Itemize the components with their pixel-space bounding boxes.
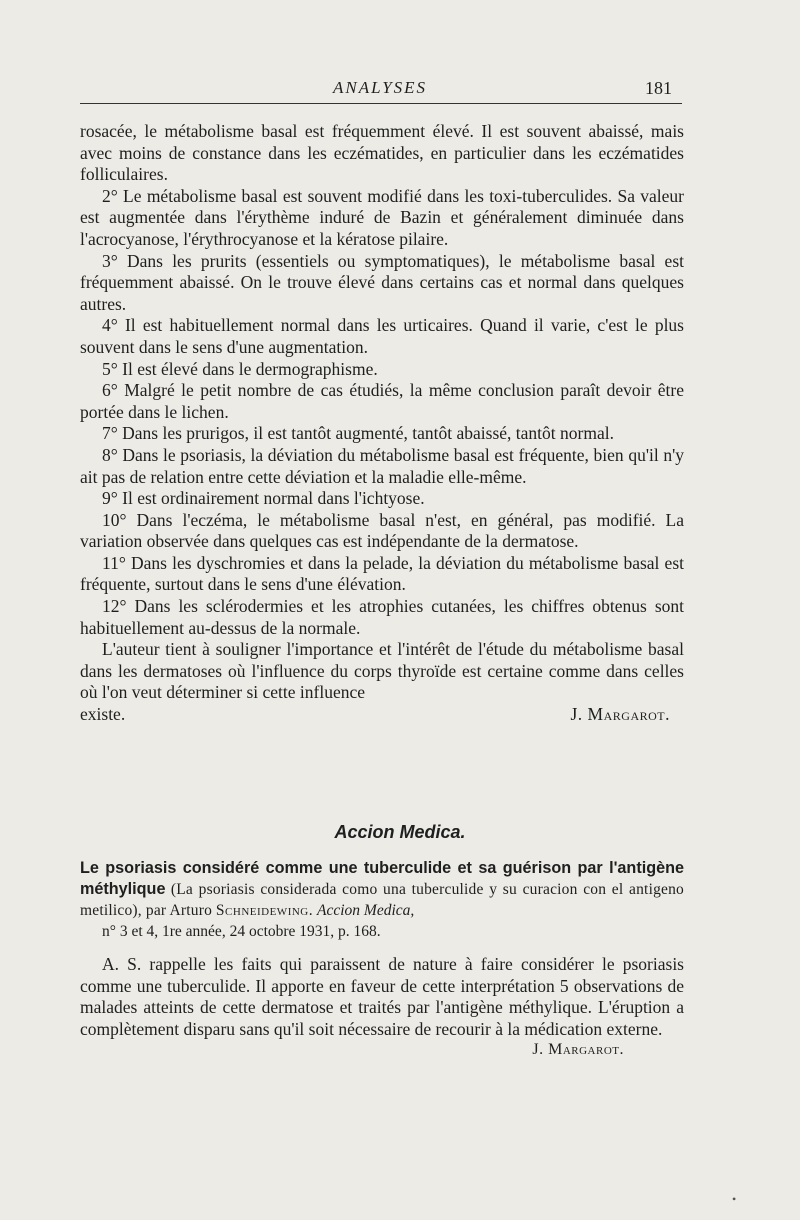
paragraph-point-2: 2° Le métabolisme basal est souvent modifié dans les toxi-tuberculides. Sa valeur est augmentée dans l'érythème induré de Bazin et généralement diminuée dans l'acrocyanose, l'érythrocyanose et la kératose pilaire. [80,185,684,249]
article-reference [80,858,684,942]
article-author: Schneidewing. [215,902,314,919]
article-title: Le psoriasis considéré comme une tuberculide et sa guérison par l'antigène méthylique [80,859,684,898]
article-details: (La psoriasis considerada como una tuberculide y su curacion con el antigeno metilico), par Arturo [80,881,684,919]
corner-dot: • [732,1192,737,1206]
signature: J. Margarot. [570,704,670,725]
paragraph-conclusion: L'auteur tient à souligner l'importance et l'intérêt de l'étude du métabolisme basal dans les dermatoses où l'influence du corps thyroïde est certaine comme dans celles où l'on veut déterminer si cette influence [80,639,684,703]
conclusion-end-text: existe. [80,704,126,725]
paragraph-point-9: 9° Il est ordinairement normal dans l'ichtyose. [102,488,425,509]
page-header [0,78,800,104]
article-journal: Accion Medica, [317,902,415,919]
analysis-body [80,121,684,726]
page-number: 181 [645,78,672,98]
paragraph-point-7: 7° Dans les prurigos, il est tantôt augmenté, tantôt abaissé, tantôt normal. [102,423,614,444]
conclusion-last-line [80,704,684,726]
paragraph-point-4: 4° Il est habituellement normal dans les urticaires. Quand il varie, c'est le plus souvent dans le sens d'une augmentation. [80,315,684,357]
running-title: ANALYSES [333,78,428,97]
article [80,858,684,1059]
paragraph-point-6: 6° Malgré le petit nombre de cas étudiés, la même conclusion paraît devoir être portée dans le lichen. [80,380,684,422]
article-signature: J. Margarot. [532,1041,624,1059]
section-heading: Accion Medica. [334,822,466,842]
article-body [80,954,684,1040]
paragraph-point-5: 5° Il est élevé dans le dermographisme. [102,358,378,379]
paragraph-continuation: rosacée, le métabolisme basal est fréquemment élevé. Il est souvent abaissé, mais avec moins de constance dans les eczématides, en particulier dans les eczématides folliculaires. [80,121,684,185]
article-paragraph: A. S. rappelle les faits qui paraissent de nature à faire considérer le psoriasis comme une tuberculide. Il apporte en faveur de cette interprétation 5 observations de malades atteints de cette dermatose et traités par l'antigène méthylique. L'éruption a complètement disparu sans qu'il soit nécessaire de recourir à la médication externe. [80,954,684,1039]
paragraph-point-10: 10° Dans l'eczéma, le métabolisme basal n'est, en général, pas modifié. La variation observée dans quelques cas est indépendante de la dermatose. [80,509,684,552]
header-rule [80,103,682,104]
paragraph-point-8: 8° Dans le psoriasis, la déviation du métabolisme basal est fréquente, bien qu'il n'y ait pas de relation entre cette déviation et la maladie elle-même. [80,444,684,487]
paragraph-point-3: 3° Dans les prurits (essentiels ou symptomatiques), le métabolisme basal est fréquemment abaissé. On le trouve élevé dans certains cas et normal dans quelques autres. [80,250,684,314]
paragraph-point-12: 12° Dans les sclérodermies et les atrophies cutanées, les chiffres obtenus sont habituellement au-dessus de la normale. [80,596,684,638]
paragraph-point-11: 11° Dans les dyschromies et dans la pelade, la déviation du métabolisme basal est fréquente, surtout dans le sens d'une élévation. [80,552,684,595]
article-issue: n° 3 et 4, 1re année, 24 octobre 1931, p. 168. [102,923,381,940]
